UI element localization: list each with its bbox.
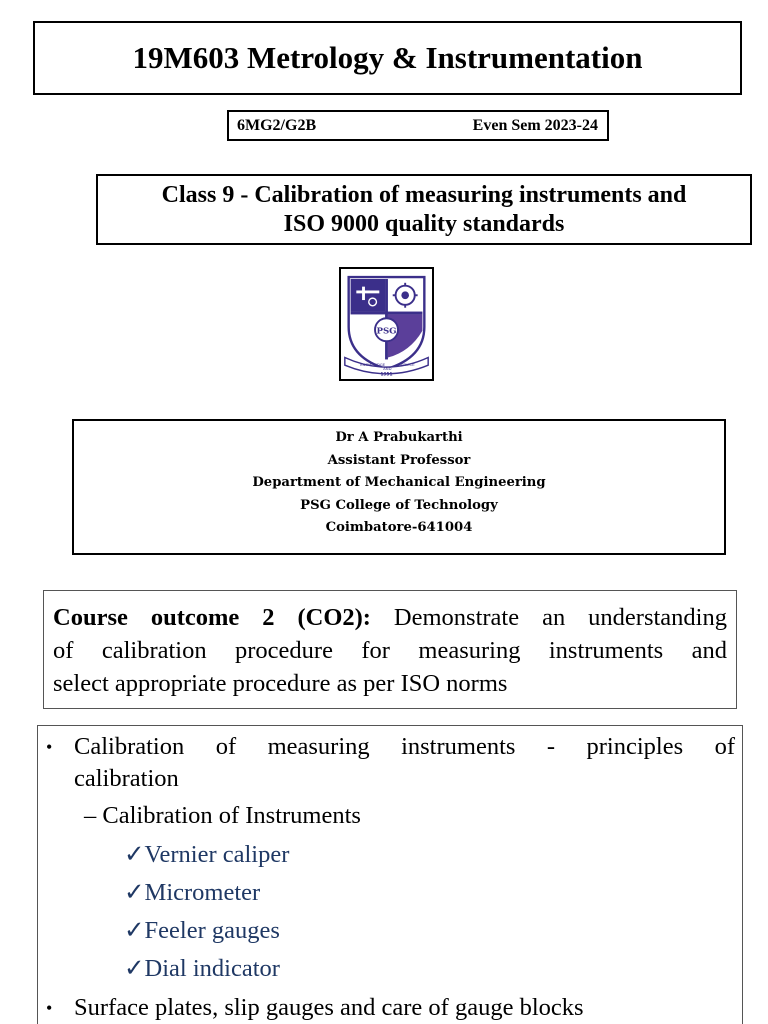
bullet-1-line-2: calibration — [74, 765, 179, 792]
group-label: 6MG2/G2B — [237, 116, 317, 134]
sub-item-calibration-instruments — [84, 800, 361, 832]
check-icon: ✓ — [124, 955, 145, 982]
course-outcome-label: Course outcome 2 (CO2): — [53, 604, 371, 631]
author-city: Coimbatore-641004 — [325, 520, 473, 535]
author-designation: Assistant Professor — [327, 452, 471, 468]
check-label: Dial indicator — [144, 955, 280, 982]
check-item-dial — [124, 953, 280, 985]
check-icon: ✓ — [124, 917, 145, 944]
dash-icon: – — [84, 802, 97, 829]
crest-banner-left: KNOWLEDGE — [360, 362, 386, 368]
crest-banner-right: SERVICE — [398, 362, 415, 368]
course-outcome — [43, 590, 737, 709]
author-college: PSG College of Technology — [300, 497, 498, 513]
topics-list — [37, 725, 743, 1024]
bullet-2-text: Surface plates, slip gauges and care of gauge blocks — [74, 994, 584, 1021]
bullet-1-line-1: Calibration of measuring instruments - principles of — [74, 733, 735, 760]
course-outcome-line-1 — [53, 601, 727, 634]
course-title-text: 19M603 Metrology & Instrumentation — [132, 40, 643, 75]
sub-item-label: Calibration of Instruments — [102, 802, 361, 829]
college-logo — [339, 267, 434, 381]
check-icon: ✓ — [124, 841, 145, 868]
semester-box — [227, 110, 609, 141]
author-name: Dr A Prabukarthi — [335, 430, 463, 445]
class-title-line-2: ISO 9000 quality standards — [283, 210, 565, 237]
check-item-feeler — [124, 915, 280, 947]
class-title-line-1: Class 9 - Calibration of measuring instruments and — [161, 181, 687, 208]
course-title — [33, 21, 742, 95]
check-item-micrometer — [124, 877, 260, 909]
author-info — [72, 419, 726, 555]
course-outcome-text-1: Demonstrate an understanding — [370, 604, 727, 631]
crest-monogram: PSG — [376, 326, 397, 337]
check-label: Feeler gauges — [144, 917, 280, 944]
crest-banner-mid: AND — [383, 365, 392, 371]
psg-crest-icon — [341, 269, 432, 379]
check-item-vernier — [124, 839, 289, 871]
check-label: Micrometer — [144, 879, 261, 906]
course-outcome-line-3: select appropriate procedure as per ISO norms — [53, 670, 508, 697]
course-outcome-line-2: of calibration procedure for measuring instruments and — [53, 637, 727, 664]
crest-year: 1951 — [380, 372, 393, 378]
bullet-icon: • — [46, 737, 53, 757]
class-title — [96, 174, 752, 245]
check-icon: ✓ — [124, 879, 145, 906]
bullet-icon: • — [46, 998, 53, 1018]
check-label: Vernier caliper — [144, 841, 290, 868]
semester-label: Even Sem 2023-24 — [472, 116, 598, 134]
author-department: Department of Mechanical Engineering — [252, 475, 546, 490]
